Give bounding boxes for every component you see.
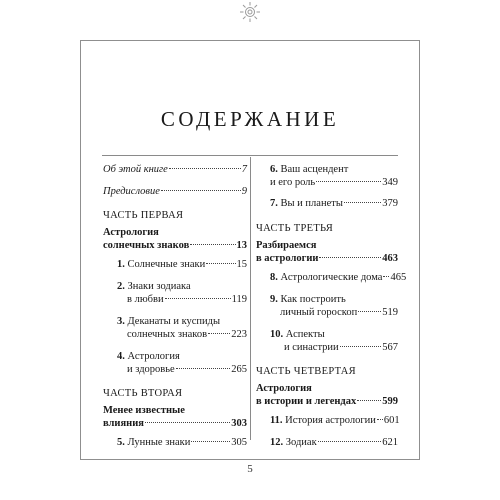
chapter-title: Ваш асцендент bbox=[280, 164, 349, 175]
chapter-title: Астрология bbox=[127, 351, 180, 362]
part-label: ЧАСТЬ ПЕРВАЯ bbox=[103, 210, 184, 221]
toc-chapter[interactable] bbox=[103, 350, 247, 376]
chapter-title: Астрологические дома bbox=[280, 272, 383, 283]
part-label: ЧАСТЬ ТРЕТЬЯ bbox=[256, 223, 334, 234]
page-title: СОДЕРЖАНИЕ bbox=[160, 107, 340, 131]
entry-page: 15 bbox=[236, 259, 247, 270]
toc-entry-about[interactable] bbox=[103, 163, 247, 176]
heading-line: Разбираемся bbox=[256, 240, 317, 251]
page-number: 5 bbox=[247, 463, 253, 475]
chapter-number: 1. bbox=[117, 259, 125, 270]
entry-title: Об этой книге bbox=[103, 164, 168, 175]
entry-page: 567 bbox=[382, 342, 398, 353]
toc-left-column bbox=[103, 163, 247, 449]
toc-chapter[interactable] bbox=[103, 436, 247, 449]
toc-chapter[interactable] bbox=[256, 328, 398, 354]
chapter-title: История астрологии bbox=[285, 415, 376, 426]
toc-chapter[interactable] bbox=[256, 163, 398, 189]
heading-line: в астрологии bbox=[256, 253, 319, 264]
heading-line: влияния bbox=[103, 418, 144, 429]
chapter-number: 11. bbox=[270, 415, 283, 426]
toc-section-heading[interactable] bbox=[256, 382, 398, 408]
toc-chapter[interactable] bbox=[256, 197, 398, 210]
toc-section-heading[interactable] bbox=[103, 226, 247, 252]
heading-line: солнечных знаков bbox=[103, 240, 190, 251]
entry-page: 599 bbox=[382, 396, 398, 407]
toc-entry-preface[interactable] bbox=[103, 185, 247, 198]
entry-page: 519 bbox=[382, 307, 398, 318]
toc-chapter[interactable] bbox=[256, 436, 398, 449]
chapter-number: 3. bbox=[117, 316, 125, 327]
chapter-title: Аспекты bbox=[285, 329, 325, 340]
heading-line: Менее известные bbox=[103, 405, 185, 416]
chapter-title: солнечных знаков bbox=[127, 329, 208, 340]
entry-page: 265 bbox=[231, 364, 247, 375]
chapter-title: в любви bbox=[127, 294, 164, 305]
chapter-title: и здоровье bbox=[127, 364, 175, 375]
toc-chapter[interactable] bbox=[256, 414, 398, 427]
chapter-number: 12. bbox=[270, 437, 284, 448]
chapter-title: Зодиак bbox=[285, 437, 317, 448]
chapter-number: 7. bbox=[270, 198, 278, 209]
chapter-title: и его роль bbox=[270, 177, 316, 188]
entry-page: 305 bbox=[231, 437, 247, 448]
entry-page: 119 bbox=[231, 294, 247, 305]
part-label: ЧАСТЬ ЧЕТВЕРТАЯ bbox=[256, 366, 356, 377]
chapter-number: 5. bbox=[117, 437, 125, 448]
entry-page: 621 bbox=[382, 437, 398, 448]
chapter-number: 4. bbox=[117, 351, 125, 362]
chapter-title: Деканаты и куспиды bbox=[127, 316, 221, 327]
entry-title: Предисловие bbox=[103, 186, 160, 197]
entry-page: 349 bbox=[382, 177, 398, 188]
toc-chapter[interactable] bbox=[103, 315, 247, 341]
horizontal-divider bbox=[102, 155, 398, 156]
toc-chapter[interactable] bbox=[103, 280, 247, 306]
entry-page: 601 bbox=[383, 415, 400, 426]
column-divider bbox=[250, 157, 251, 440]
chapter-number: 6. bbox=[270, 164, 278, 175]
heading-line: в истории и легендах bbox=[256, 396, 357, 407]
chapter-title: Как построить bbox=[280, 294, 346, 305]
chapter-title: Вы и планеты bbox=[280, 198, 343, 209]
heading-line: Астрология bbox=[256, 383, 312, 394]
part-label: ЧАСТЬ ВТОРАЯ bbox=[103, 388, 183, 399]
entry-page: 223 bbox=[231, 329, 247, 340]
chapter-number: 2. bbox=[117, 281, 125, 292]
sun-ornament-icon bbox=[237, 0, 263, 26]
entry-page: 379 bbox=[382, 198, 398, 209]
entry-page: 465 bbox=[390, 272, 407, 283]
toc-right-column bbox=[256, 163, 407, 449]
chapter-title: личный гороскоп bbox=[280, 307, 358, 318]
entry-page: 7 bbox=[241, 164, 247, 175]
entry-page: 303 bbox=[231, 418, 247, 429]
chapter-title: Лунные знаки bbox=[127, 437, 191, 448]
chapter-title: Знаки зодиака bbox=[127, 281, 191, 292]
entry-page: 463 bbox=[382, 253, 398, 264]
toc-section-heading[interactable] bbox=[103, 404, 247, 430]
entry-page: 13 bbox=[236, 240, 247, 251]
heading-line: Астрология bbox=[103, 227, 159, 238]
chapter-number: 10. bbox=[270, 329, 284, 340]
chapter-title: и синастрии bbox=[284, 342, 339, 353]
chapter-title: Солнечные знаки bbox=[127, 259, 206, 270]
entry-page: 9 bbox=[241, 186, 247, 197]
chapter-number: 8. bbox=[270, 272, 278, 283]
chapter-number: 9. bbox=[270, 294, 278, 305]
toc-chapter[interactable] bbox=[256, 293, 398, 319]
toc-section-heading[interactable] bbox=[256, 239, 398, 265]
toc-chapter[interactable] bbox=[103, 258, 247, 271]
toc-chapter[interactable] bbox=[256, 271, 407, 284]
